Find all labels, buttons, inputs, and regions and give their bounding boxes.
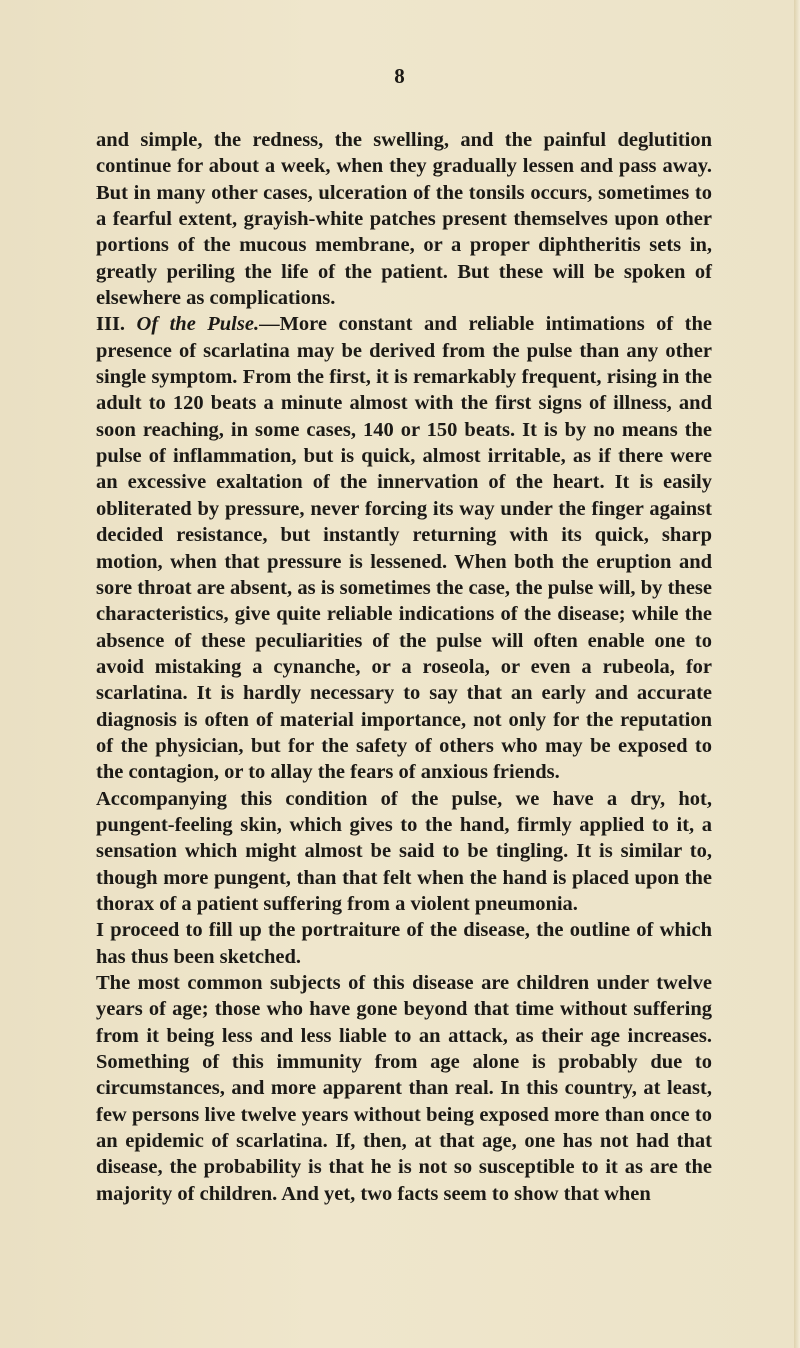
paragraph-3-text: Accompanying this condition of the pulse, we have a dry, hot, pungent-feeling skin, which gives to the hand, firmly applied to it, a sensation which might almost be said to be tingling. It is similar to, though more pungent, than that felt when the hand is placed upon the thorax of a patient suffering from a violent pneumonia. — [96, 787, 712, 915]
paragraph-5 — [96, 970, 712, 1207]
paragraph-3 — [96, 786, 712, 918]
paragraph-2 — [96, 311, 712, 785]
paragraph-4-text: I proceed to fill up the portraiture of the disease, the outline of which has thus been sketched. — [96, 919, 712, 968]
section-number: III. — [96, 313, 137, 336]
page-number: 8 — [394, 64, 406, 88]
paragraph-2-text: —More constant and reliable intimations of the presence of scarlatina may be derived from the pulse than any other single symptom. From the first, it is remarkably frequent, rising in the adult to 120 beats a minute almost with the first signs of illness, and soon reaching, in some cases, 140 or 150 beats. It is by no means the pulse of inflammation, but is quick, almost irritable, as if there were an excessive exaltation of the innervation of the heart. It is easily obliterated by pressure, never forcing its way under the finger against decided resistance, but instantly returning with its quick, sharp motion, when that pressure is lessened. When both the eruption and sore throat are absent, as is sometimes the case, the pulse will, by these characteristics, give quite reliable indications of the disease; while the absence of these peculiarities of the pulse will often enable one to avoid mistaking a cynanche, or a roseola, or even a rubeola, for scarlatina. It is hardly necessary to say that an early and accurate diagnosis is often of material importance, not only for the reputation of the physician, but for the safety of others who may be exposed to the contagion, or to allay the fears of anxious friends. — [96, 313, 712, 784]
paragraph-4 — [96, 917, 712, 970]
paragraph-5-text: The most common subjects of this disease are children under twelve years of age; those who have gone beyond that time without suffering from it being less and less liable to an attack, as their age increases. Something of this immunity from age alone is probably due to circumstances, and more apparent than real. In this country, at least, few persons live twelve years without being exposed more than once to an epidemic of scarlatina. If, then, at that age, one has not had that disease, the probability is that he is not so susceptible to it as are the majority of children. And yet, two facts seem to show that when — [96, 972, 712, 1205]
paragraph-1 — [96, 127, 712, 311]
paragraph-1-text: and simple, the redness, the swelling, and the painful deglutition continue for about a week, when they gradually lessen and pass away. But in many other cases, ulceration of the tonsils occurs, sometimes to a fearful extent, grayish-white patches present themselves upon other portions of the mucous membrane, or a proper diphtheritis sets in, greatly periling the life of the patient. But these will be spoken of elsewhere as complications. — [96, 129, 712, 310]
body-text — [96, 127, 712, 1207]
section-heading: Of the Pulse. — [136, 313, 260, 336]
page-edge — [794, 0, 800, 1348]
